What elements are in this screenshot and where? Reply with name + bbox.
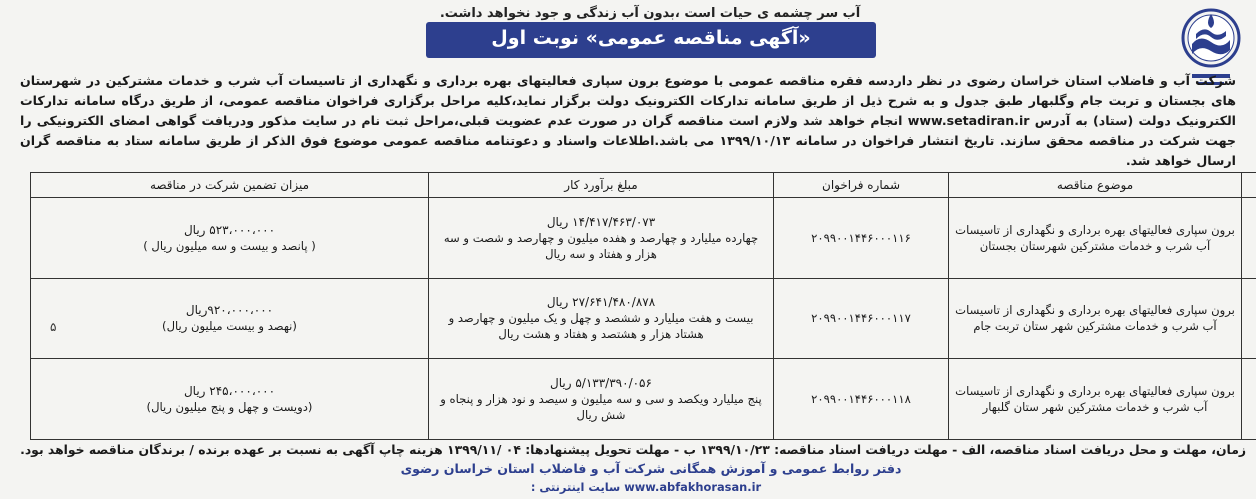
amount-words: پنج میلیارد ویکصد و سی و سه میلیون و سیصد و نود هزار و پنجاه و شش ریال (440, 392, 762, 423)
call-number: ۲۰۹۹۰۰۱۴۴۶۰۰۰۱۱۷ (774, 278, 949, 359)
guarantee-number: ۵۲۳،۰۰۰،۰۰۰ ریال (183, 222, 276, 237)
call-number: ۲۰۹۹۰۰۱۴۴۶۰۰۰۱۱۸ (774, 359, 949, 440)
guarantee-amount (31, 359, 429, 440)
guarantee-amount (31, 278, 429, 359)
deadline-line: زمان، مهلت و محل دریافت اسناد مناقصه، الف - مهلت دریافت اسناد مناقصه: ۱۳۹۹/۱۰/۲۳ ب - مهلت تحویل پیشنهادها: ۰۴ /۱۳۹۹/۱۱ هزینه چاپ آگهی به نسبت بر عهده برنده / برندگان مناقصه خواهد بود. (20, 442, 1246, 457)
table-header-row (31, 173, 1256, 198)
amount-number: ۲۷/۶۴۱/۴۸۰/۸۷۸ ریال (546, 295, 656, 310)
notice-title: «آگهی مناقصه عمومی» نوبت اول (491, 27, 811, 49)
estimated-amount (429, 198, 774, 279)
row-number (1242, 198, 1256, 279)
row-number (1242, 359, 1256, 440)
amount-words: بیست و هفت میلیارد و ششصد و چهل و یک میلیون و چهارصد و هشتاد هزار و هشتصد و هفتاد و هشت ریال (448, 311, 754, 342)
website-line: www.abfakhorasan.ir سایت اینترنتی : (530, 480, 762, 494)
estimated-amount (429, 359, 774, 440)
header-call-number: شماره فراخوان (774, 173, 949, 198)
row-number (1242, 278, 1256, 359)
estimated-amount (429, 278, 774, 359)
tender-subject: برون سپاری فعالیتهای بهره برداری و نگهداری از تاسیسات آب شرب و خدمات مشترکین شهرستان بجستان (949, 198, 1242, 279)
tender-table (30, 172, 1256, 440)
guarantee-number: ۹۲۰،۰۰۰،۰۰۰ریال (185, 303, 274, 318)
tender-subject: برون سپاری فعالیتهای بهره برداری و نگهداری از تاسیسات آب شرب و خدمات مشترکین شهر ستان گلبهار (949, 359, 1242, 440)
slogan: آب سر چشمه ی حیات است ،بدون آب زندگی و جود نخواهد داشت. (439, 6, 861, 21)
call-number: ۲۰۹۹۰۰۱۴۴۶۰۰۰۱۱۶ (774, 198, 949, 279)
guarantee-words: (دویست و چهل و پنج میلیون ریال) (146, 400, 313, 415)
header-subject: موضوع مناقصه (949, 173, 1242, 198)
side-mark: ۵ (50, 320, 57, 334)
intro-paragraph: شرکت آب و فاضلاب استان خراسان رضوی در نظر داردسه فقره مناقصه عمومی با موضوع برون سپاری فعالیتهای بهره برداری و نگهداری از تاسیسات آب شرب و خدمات مشترکین در شهرستان های بجستان و تربت جام وگلبهار طبق جدول و به شرح ذیل از طریق سامانه تدارکات الکترونیک دولت برگزار نماید،کلیه مراحل برگزاری فراخوان مناقصه عمومی، از طریق درگاه سامانه تدارکات الکترونیک دولت (ستاد) به آدرس www.setadiran.ir انجام خواهد شد ولازم است مناقصه گران در صورت عدم عضویت قبلی،مراحل ثبت نام در سایت مذکور ودریافت گواهی امضای الکترونیکی را جهت شرکت در مناقصه محقق سازند. تاریخ انتشار فراخوان در سامانه ۱۳۹۹/۱۰/۱۳ می باشد.اطلاعات واسناد و دعوتنامه مناقصه عمومی موضوع فوق الذکر از طریق سامانه ستاد به مناقصه گران ارسال خواهد شد. (20, 73, 1236, 168)
tender-subject: برون سپاری فعالیتهای بهره برداری و نگهداری از تاسیسات آب شرب و خدمات مشترکین شهر ستان تربت جام (949, 278, 1242, 359)
public-relations-office: دفتر روابط عمومی و آموزش همگانی شرکت آب و فاضلاب استان خراسان رضوی (400, 461, 902, 476)
table-row (31, 359, 1256, 440)
table-row (31, 198, 1256, 279)
guarantee-words: ( پانصد و بیست و سه میلیون ریال ) (143, 238, 316, 253)
guarantee-number: ۲۴۵،۰۰۰،۰۰۰ ریال (183, 384, 276, 399)
table-row (31, 278, 1256, 359)
amount-number: ۱۴/۴۱۷/۴۶۳/۰۷۳ ریال (546, 214, 656, 229)
header-guarantee: میزان تضمین شرکت در مناقصه (31, 173, 429, 198)
amount-words: چهارده میلیارد و چهارصد و هفده میلیون و چهارصد و شصت و سه هزار و هفتاد و سه ریال (443, 230, 759, 261)
guarantee-amount (31, 198, 429, 279)
header-row-number (1242, 173, 1256, 198)
guarantee-words: (نهصد و بیست میلیون ریال) (162, 319, 297, 334)
amount-number: ۵/۱۳۳/۳۹۰/۰۵۶ ریال (550, 376, 652, 391)
header-estimated-amount: مبلغ برآورد کار (429, 173, 774, 198)
